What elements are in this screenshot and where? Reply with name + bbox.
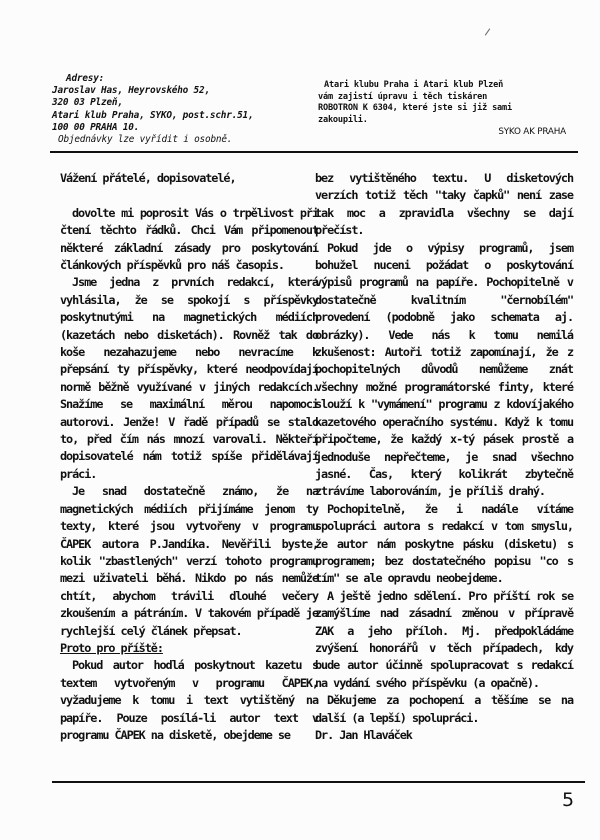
article-paragraph: Je snad dostatečně známo, že na magnetických médiích přijímáme jenom ty texty, které jsou vytvořeny v programu ČAPEK autora P.Jandíka. Nevěřili byste, kolik "zbastlených" verzí tohoto programu mezi uživateli běhá. Nikdo po nás nemůže chtít, abychom trávili dlouhé večery zkoušením a pátráním. V takovém případě je rychlejší celý článek přepsat. <box>60 484 318 638</box>
article-paragraph: Pokud autor hodlá poskytnout kazetu s textem vytvořeným v programu ČAPEK, vyžadujeme k tomu i text vytištěný na papíře. Pouze posílá-li autor text v programu ČAPEK na disketě, obejdeme se <box>60 658 318 742</box>
article-paragraph: Pochopitelně, že i nadále vítáme spolupráci autora s redakcí v tom smyslu, že autor nám poskytne pásku (disketu) s programem; bez dostatečného popisu "co s tím" se ale opravdu neobejdeme. <box>315 501 573 586</box>
scan-speck <box>485 28 490 35</box>
footer-divider <box>52 781 585 783</box>
article-paragraph: bez vytištěného textu. U disketových verzích totiž těch "taky čapků" není zase tak moc a zpravidla všechny se dají přečíst. <box>315 171 573 238</box>
article-column-left <box>60 170 318 744</box>
notice-signature: SYKO AK PRAHA <box>498 127 566 138</box>
notice-line: zakoupili. <box>318 114 368 125</box>
address-line: Jaroslav Has, Heyrovského 52, <box>52 85 210 97</box>
article-column-right <box>315 170 573 744</box>
addresses-title: Adresy: <box>66 73 105 84</box>
printer-notice <box>318 80 568 139</box>
article-signature: Dr. Jan Hlaváček <box>315 728 412 742</box>
address-line: 100 00 PRAHA 10. <box>52 121 140 133</box>
article-paragraph: A ještě jedno sdělení. Pro příští rok se zamýšlíme nad zásadní změnou v přípravě ZAK a jeho příloh. Mj. předpokládáme zvýšení honorářů v těch případech, kdy bude autor účinně spolupracovat s redakcí na vydání svého příspěvku (a opačně). <box>315 588 573 690</box>
article-paragraph: Pokud jde o výpisy programů, jsem bohužel nuceni požádat o poskytování výpisů programů na papíře. Pochopitelně v dostatečně kvalitním "černobílém" provedení (podobně jako schemata aj. obrázky). Vede nás k tomu nemilá zkušenost: Autoři totiž zapomínají, že z pochopitelných důvodů nemůžeme znát všechny možné programátorské finty, které slouží k "vymámení" programu z kdovíjakého kazetového operačního systému. Když k tomu připočteme, že každý x-tý pásek prostě a jednoduše nepřečteme, je snad všechno jasné. Čas, který kolikrát zbytečně ztrávíme laborováním, je příliš drahý. <box>315 240 573 499</box>
addresses-block <box>52 73 312 146</box>
article-paragraph: dovolte mi poprosit Vás o trpělivost při čtení těchto řádků. Chci Vám připomenout některé základní zásady pro poskytování článkových příspěvků pro náš časopis. <box>60 205 318 273</box>
notice-line: Atari klubu Praha i Atari klub Plzeň <box>324 80 504 90</box>
notice-line: vám zajistí úpravu i těch tiskáren <box>318 91 488 102</box>
addresses-note: Objednávky lze vyřídit i osobně. <box>58 134 233 146</box>
address-line: Atari klub Praha, SYKO, post.schr.51, <box>52 109 254 121</box>
article-paragraph: Děkujeme za pochopení a těšíme se na další (a lepší) spolupráci. <box>315 693 573 725</box>
address-line: 320 03 Plzeň, <box>52 97 123 109</box>
article-subheading: Proto pro příště: <box>60 640 163 655</box>
article-paragraph: Jsme jedna z prvních redakcí, která vyhlásila, že se spokojí s příspěvky poskytnutými na magnetických médiích (kazetách nebo disketách). Rovněž tak do koše nezahazujeme nebo nevracíme k přepsání ty příspěvky, které neodpovídají normě běžně využívané v jiných redakcích. Snažíme se maximální měrou napomoci autorovi. Jenže! V řadě případů se stalo to, před čím nás mnozí varovali. Někteří dopisovatelé nám totiž spíše přidělávají práci. <box>60 275 318 481</box>
header-divider <box>50 151 578 153</box>
notice-line: ROBOTRON K 6304, které jste si již sami <box>318 103 512 114</box>
article-greeting: Vážení přátelé, dopisovatelé, <box>60 171 236 185</box>
page-number: 5 <box>562 789 575 811</box>
